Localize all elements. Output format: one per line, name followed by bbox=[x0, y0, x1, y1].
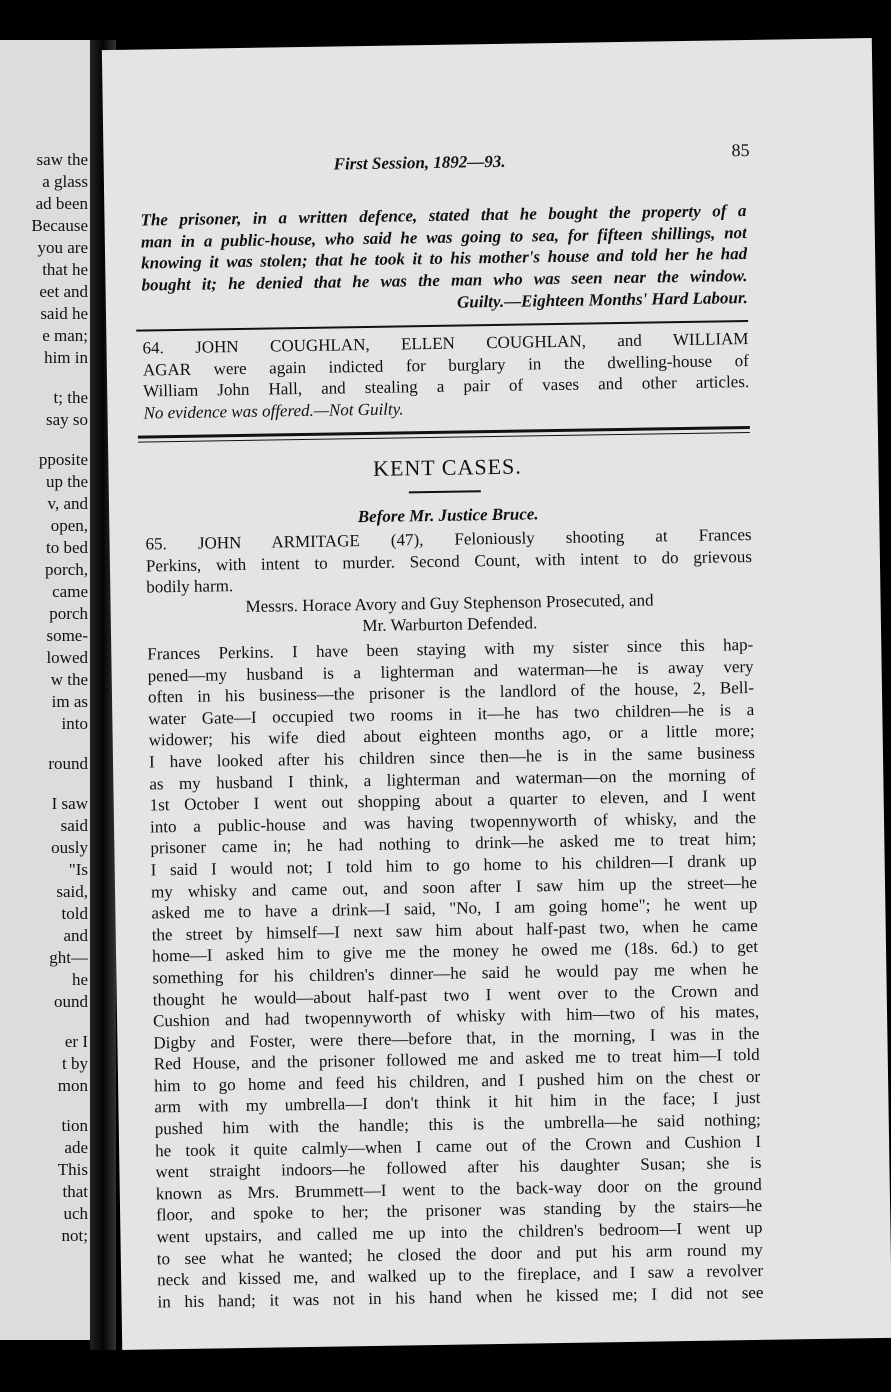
text-line: the street by himself—I next saw him about half-past two, when he came bbox=[151, 915, 758, 945]
text-line: often in his business—the prisoner is the landlord of the house, 2, Bell- bbox=[147, 678, 755, 707]
left-page-fragment bbox=[0, 40, 92, 1340]
counsel-line-1: Messrs. Horace Avory and Guy Stephenson Prosecuted, and bbox=[245, 590, 654, 616]
left-page-line: ously bbox=[51, 838, 88, 857]
text-line: bought it; he denied that he was the man who was seen near the window. bbox=[141, 265, 748, 295]
left-page-line: not; bbox=[61, 1226, 88, 1245]
left-page-line: to bed bbox=[45, 538, 88, 557]
text-line: floor, and spoke to her; the prisoner was standing by the stairs—he bbox=[155, 1196, 763, 1225]
text-line: widower; his wife died about eighteen months ago, or a little more; bbox=[148, 721, 755, 750]
text-line: 65. JOHN ARMITAGE (47), Feloniously shooting at Frances bbox=[145, 524, 752, 554]
left-page-line: said bbox=[60, 816, 88, 835]
left-page-line: t by bbox=[62, 1054, 88, 1073]
left-page-line: said, bbox=[56, 882, 88, 901]
text-line: Perkins, with intent to murder. Second Count, with intent to do grievous bbox=[145, 546, 753, 576]
left-page-line: uch bbox=[63, 1204, 88, 1223]
left-page-line: e man; bbox=[42, 326, 88, 345]
text-line: thought he would—about half-past two I went over to the Crown and bbox=[152, 980, 759, 1009]
prior-verdict: Guilty.—Eighteen Months' Hard Labour. bbox=[456, 288, 748, 312]
left-page-line: pposite bbox=[38, 450, 88, 469]
text-line: neck and kissed me, and walked up to the fireplace, and I saw a revolver bbox=[157, 1261, 764, 1290]
case-64 bbox=[142, 328, 749, 402]
left-page-line: that he bbox=[42, 260, 88, 279]
left-page-line: ght— bbox=[49, 948, 88, 967]
text-line: went upstairs, and called me up into the children's bedroom—I went up bbox=[156, 1217, 763, 1247]
left-page-line: open, bbox=[50, 516, 88, 535]
section-title: KENT CASES. bbox=[372, 453, 522, 481]
text-line: him to go home and feed his children, and I pushed him on the chest or bbox=[153, 1066, 761, 1096]
text-line: pushed him with the handle; this is the umbrella—he said nothing; bbox=[154, 1109, 761, 1139]
text-line: as my husband I think, a lighterman and waterman—on the morning of bbox=[149, 764, 756, 794]
left-page-line: some- bbox=[46, 626, 88, 645]
text-line: Digby and Foster, were there—before that, in the morning, I was in the bbox=[153, 1023, 760, 1053]
text-line: 64. JOHN COUGHLAN, ELLEN COUGHLAN, and WILLIAM bbox=[142, 329, 749, 358]
left-page-line: mon bbox=[57, 1076, 88, 1095]
left-page-line: you are bbox=[37, 238, 88, 257]
left-page-line: ade bbox=[64, 1138, 88, 1157]
left-page-line: and bbox=[63, 926, 88, 945]
text-line: water Gate—I occupied two rooms in it—he has two children—he is a bbox=[148, 699, 755, 729]
text-line: to see what he wanted; he closed the door and put his arm round my bbox=[156, 1239, 763, 1269]
text-line: my whisky and came out, and soon after I saw him up the street—he bbox=[150, 872, 758, 901]
text-line: knowing it was stolen; that he took it to his mother's house and told her he had bbox=[141, 244, 748, 273]
page-number: 85 bbox=[731, 139, 750, 161]
left-page-line: a glass bbox=[42, 172, 88, 191]
text-line: 1st October I went out shopping about a quarter to eleven, and I went bbox=[149, 786, 756, 815]
left-page-line: w the bbox=[50, 670, 88, 689]
text-line: pened—my husband is a lighterman and waterman—he is away very bbox=[147, 656, 754, 686]
left-page-line: into bbox=[61, 714, 88, 733]
left-page-line: im as bbox=[51, 692, 88, 711]
left-page-line: that bbox=[62, 1182, 88, 1201]
text-line: asked me to have a drink—I said, "No, I am going home"; he went up bbox=[151, 894, 758, 923]
case-65-last: bodily harm. bbox=[146, 576, 234, 597]
left-page-line: tion bbox=[61, 1116, 88, 1135]
text-line: The prisoner, in a written defence, stated that he bought the property of a bbox=[140, 201, 747, 230]
left-page-line: porch bbox=[49, 604, 88, 623]
text-line: known as Mrs. Brummett—I went to the back-way door on the ground bbox=[155, 1174, 762, 1204]
text-line: Frances Perkins. I have been staying with my sister since this hap- bbox=[147, 634, 754, 664]
left-page-line: ad been bbox=[35, 194, 88, 213]
left-page-line: er I bbox=[64, 1032, 88, 1051]
right-page bbox=[102, 38, 891, 1350]
left-page-line: said he bbox=[40, 304, 88, 323]
text-line: man in a public-house, who said he was going to sea, for fifteen shillings, not bbox=[140, 222, 747, 252]
left-page-line: t; the bbox=[53, 388, 88, 407]
text-line: prisoner came in; he had nothing to drink—he asked me to treat him; bbox=[150, 829, 757, 858]
left-page-line: Because bbox=[31, 216, 88, 235]
left-page-line: eet and bbox=[39, 282, 88, 301]
prior-case-text bbox=[140, 200, 747, 296]
left-page-line: ound bbox=[54, 992, 88, 1011]
text-line: I have looked after his children since then—he is in the same business bbox=[148, 742, 756, 772]
left-page-line: This bbox=[57, 1160, 88, 1179]
left-page-line: saw the bbox=[36, 150, 88, 169]
left-page-line: porch, bbox=[45, 560, 88, 579]
testimony bbox=[147, 634, 763, 1313]
left-page-line: came bbox=[52, 582, 88, 601]
left-page-line: round bbox=[48, 754, 88, 773]
left-page-line: say so bbox=[45, 410, 88, 429]
left-page-line: v, and bbox=[47, 494, 88, 513]
case-64-last: No evidence was offered.—Not Guilty. bbox=[143, 399, 404, 423]
text-line: William John Hall, and stealing a pair of vases and other articles. bbox=[143, 372, 750, 401]
left-page-line: he bbox=[71, 970, 88, 989]
text-line: arm with my umbrella—I don't think it hit him in the face; I just bbox=[154, 1088, 761, 1117]
running-header: First Session, 1892—93. bbox=[333, 151, 506, 174]
text-line: he took it quite calmly—when I came out of the Crown and Cushion I bbox=[154, 1131, 762, 1161]
text-line: something for his children's dinner—he said he would pay me when he bbox=[152, 958, 759, 988]
text-line: went straight indoors—he followed after his daughter Susan; she is bbox=[155, 1153, 762, 1182]
counsel-line-2: Mr. Warburton Defended. bbox=[362, 613, 538, 636]
left-page-line: lowed bbox=[46, 648, 88, 667]
short-rule bbox=[409, 490, 481, 493]
text-line: into a public-house and was having twopennyworth of whisky, and the bbox=[149, 807, 757, 837]
judge-line: Before Mr. Justice Bruce. bbox=[357, 504, 539, 527]
text-line: Red House, and the prisoner followed me and asked me to treat him—I told bbox=[153, 1045, 760, 1074]
text-line: home—I asked him to give me the money he owed me (18s. 6d.) to get bbox=[151, 937, 759, 966]
left-page-line: told bbox=[61, 904, 88, 923]
left-page-line: I saw bbox=[51, 794, 88, 813]
text-line: I said I would not; I told him to go home to his children—I drank up bbox=[150, 850, 757, 880]
text-line: in his hand; it was not in his hand when he kissed me; I did not see bbox=[157, 1282, 764, 1312]
text-line: AGAR were again indicted for burglary in the dwelling-house of bbox=[142, 350, 749, 380]
left-page-line: up the bbox=[45, 472, 88, 491]
text-line: Cushion and had twopennyworth of whisky with him—two of his mates, bbox=[152, 1002, 760, 1031]
left-page-line: him in bbox=[44, 348, 88, 367]
left-page-line: "Is bbox=[68, 860, 88, 879]
